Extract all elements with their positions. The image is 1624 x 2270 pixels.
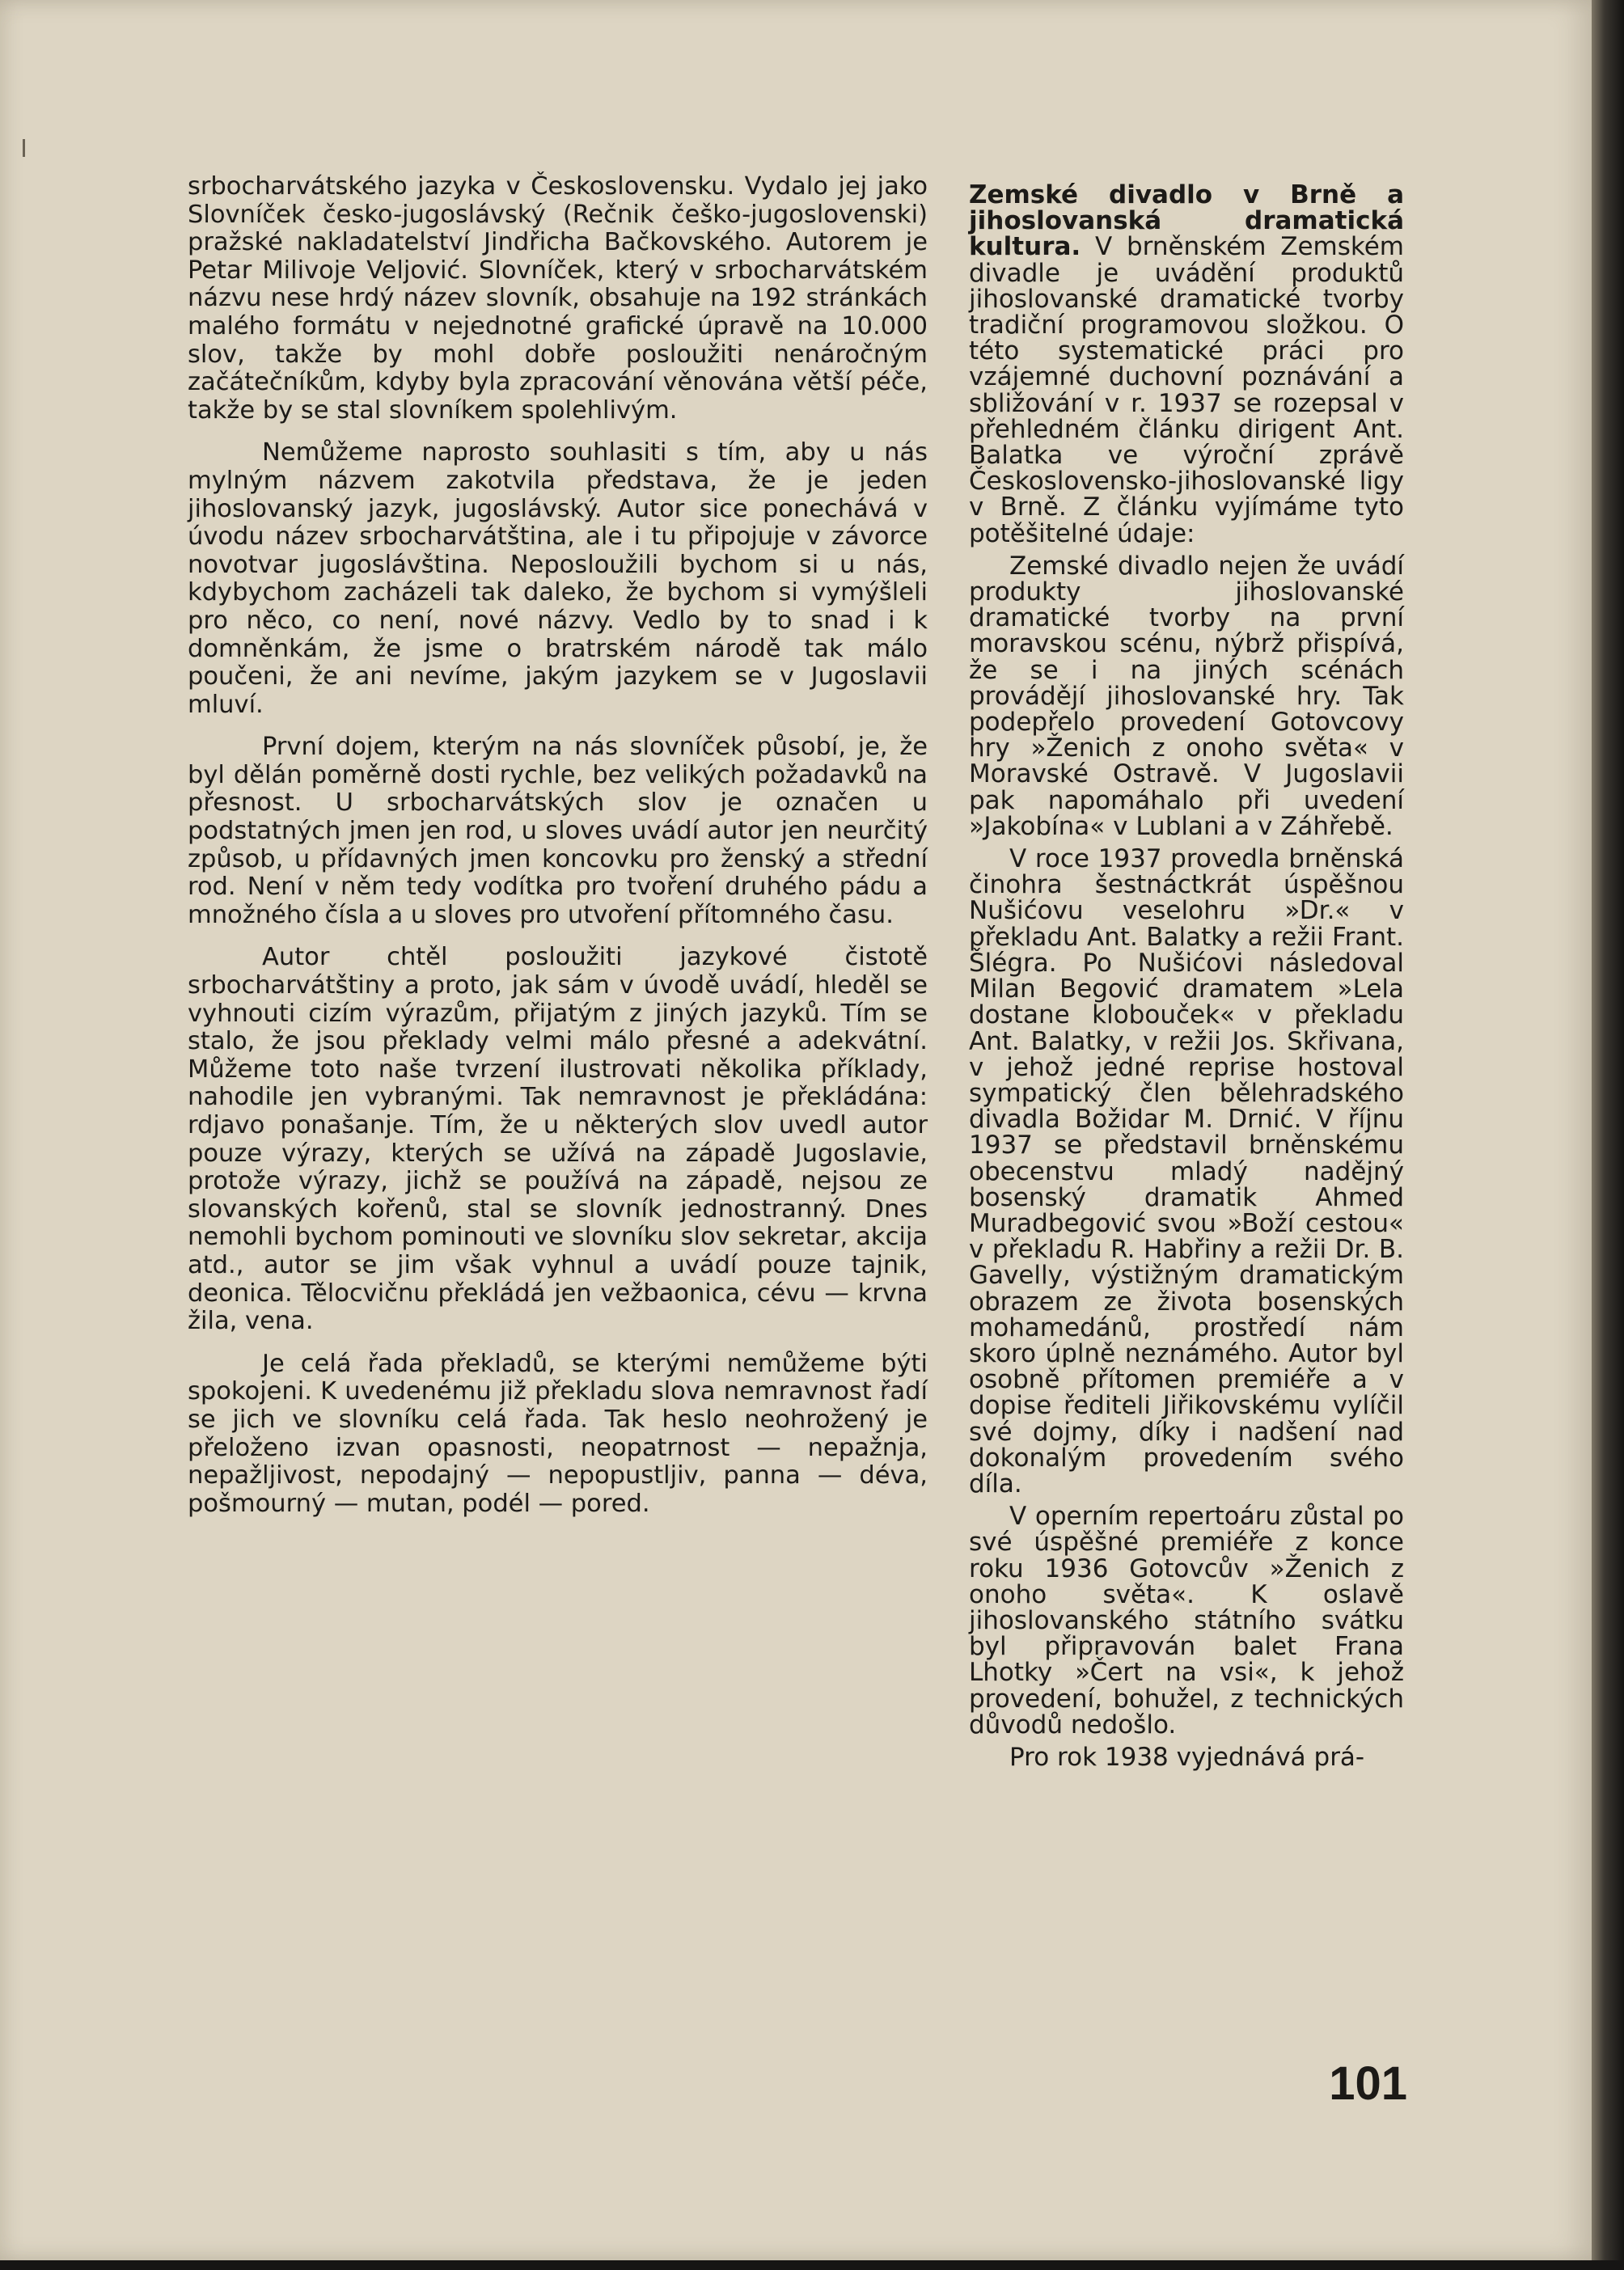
right-column	[969, 182, 1404, 1777]
margin-mark	[23, 139, 25, 157]
left-column	[188, 173, 928, 1532]
right-paragraph-1-text: V brněnském Zemském divadle je uvádění produktů jihoslovanské dramatické tvorby tradiční programovou složkou. O této systematické práci pro vzájemné duchovní poznávání a sbližování v r. 1937 se rozepsal v přehledném článku dirigent Ant. Balatka ve výroční zprávě Československo-jihoslovanské ligy v Brně. Z článku vyjímáme tyto potěšitelné údaje:	[969, 232, 1405, 548]
page-number: 101	[1329, 2057, 1407, 2110]
book-edge-bottom	[0, 2260, 1624, 2270]
left-paragraph-1: srbocharvátského jazyka v Československu. Vydalo jej jako Slovníček česko-jugoslávský (Rečnik češko-jugoslovenski) pražské nakladatelství Jindřicha Bačkovského. Autorem je Petar Milivoje Veljović. Slovníček, který v srbocharvátském názvu nese hrdý název slovník, obsahuje na 192 stránkách malého formátu v nejednotné grafické úpravě na 10.000 slov, takže by mohl dobře posloužiti nenáročným začátečníkům, kdyby byla zpracování věnována větší péče, takže by se stal slovníkem spolehlivým.	[188, 172, 928, 425]
article-heading: Zemské divadlo v Brně a jihoslovanská dramatická kultura.	[969, 180, 1404, 262]
left-paragraph-2: Nemůžeme naprosto souhlasiti s tím, aby u nás mylným názvem zakotvila představa, že je jeden jihoslovanský jazyk, jugoslávský. Autor sice ponechává v úvodu název srbocharvátština, ale i tu připojuje v závorce novotvar jugoslávština. Neposloužili bychom si u nás, kdybychom zacházeli tak daleko, že bychom si vymýšleli pro něco, co není, nové názvy. Vedlo by to snad i k domněnkám, že jsme o bratrském národě tak málo poučeni, že ani nevíme, jakým jazykem se v Jugoslavii mluví.	[188, 438, 928, 719]
right-paragraph-2: Zemské divadlo nejen že uvádí produkty jihoslovanské dramatické tvorby na první moravskou scénu, nýbrž přispívá, že se i na jiných scénách provádějí jihoslovanské hry. Tak podepřelo provedení Gotovcovy hry »Ženich z onoho světa« v Moravské Ostravě. V Jugoslavii pak napomáhalo při uvedení »Jakobína« v Lublani a v Záhřebě.	[969, 551, 1404, 841]
book-edge-right	[1592, 0, 1624, 2270]
right-paragraph-1	[969, 182, 1404, 547]
left-paragraph-5: Je celá řada překladů, se kterými nemůžeme býti spokojeni. K uvedenému již překladu slova nemravnost řadí se jich ve slovníku celá řada. Tak heslo neohrožený je přeloženo izvan opasnosti, neopatrnost — nepažnja, nepažljivost, nepodajný — nepopustljiv, panna — déva, pošmourný — mutan, podél — pored.	[188, 1349, 928, 1518]
right-paragraph-5: Pro rok 1938 vyjednává prá-	[1009, 1742, 1365, 1772]
left-paragraph-3: První dojem, kterým na nás slovníček působí, je, že byl dělán poměrně dosti rychle, bez velikých požadavků na přesnost. U srbocharvátských slov je označen u podstatných jmen jen rod, u sloves uvádí autor jen neurčitý způsob, u přídavných jmen koncovku pro ženský a střední rod. Není v něm tedy vodítka pro tvoření druhého pádu a množného čísla a u sloves pro utvoření přítomného času.	[188, 733, 928, 929]
left-paragraph-4: Autor chtěl posloužiti jazykové čistotě srbocharvátštiny a proto, jak sám v úvodě uvádí, hleděl se vyhnouti cizím výrazům, přijatým z jiných jazyků. Tím se stalo, že jsou překlady velmi málo přesné a adekvátní. Můžeme toto naše tvrzení ilustrovati několika příklady, nahodile jen vybranými. Tak nemravnost je překládána: rdjavo ponašanje. Tím, že u některých slov uvedl autor pouze výrazy, kterých se užívá na západě Jugoslavie, protože výrazy, jichž se používá na západě, nejsou ze slovanských kořenů, stal se slovník jednostranný. Dnes nemohli bychom pominouti ve slovníku slov sekretar, akcija atd., autor se jim však vyhnul a uvádí pouze tajnik, deonica. Tělocvičnu překládá jen vežbaonica, cévu — krvna žila, vena.	[188, 943, 928, 1336]
right-paragraph-4: V operním repertoáru zůstal po své úspěšné premiéře z konce roku 1936 Gotovcův »Ženich z onoho světa«. K oslavě jihoslovanského státního svátku byl připravován balet Frana Lhotky »Čert na vsi«, k jehož provedení, bohužel, z technických důvodů nedošlo.	[969, 1502, 1404, 1739]
right-paragraph-3: V roce 1937 provedla brněnská činohra šestnáctkrát úspěšnou Nušićovu veselohru »Dr.« v překladu Ant. Balatky a režii Frant. Šlégra. Po Nušićovi následoval Milan Begović dramatem »Lela dostane klobouček« v překladu Ant. Balatky, v režii Jos. Skřivana, v jehož jedné reprise hostoval sympatický člen bělehradského divadla Božidar M. Drnić. V říjnu 1937 se představil brněnskému obecenstvu mladý nadějný bosenský dramatik Ahmed Muradbegović svou »Boží cestou« v překladu R. Habřiny a režii Dr. B. Gavelly, výstižným dramatickým obrazem ze života bosenských mohamedánů, prostředí nám skoro úplně neznámého. Autor byl osobně přítomen premiéře a v dopise řediteli Jiřikovskému vylíčil své dojmy, díky i nadšení nad dokonalým provedením svého díla.	[969, 844, 1404, 1499]
